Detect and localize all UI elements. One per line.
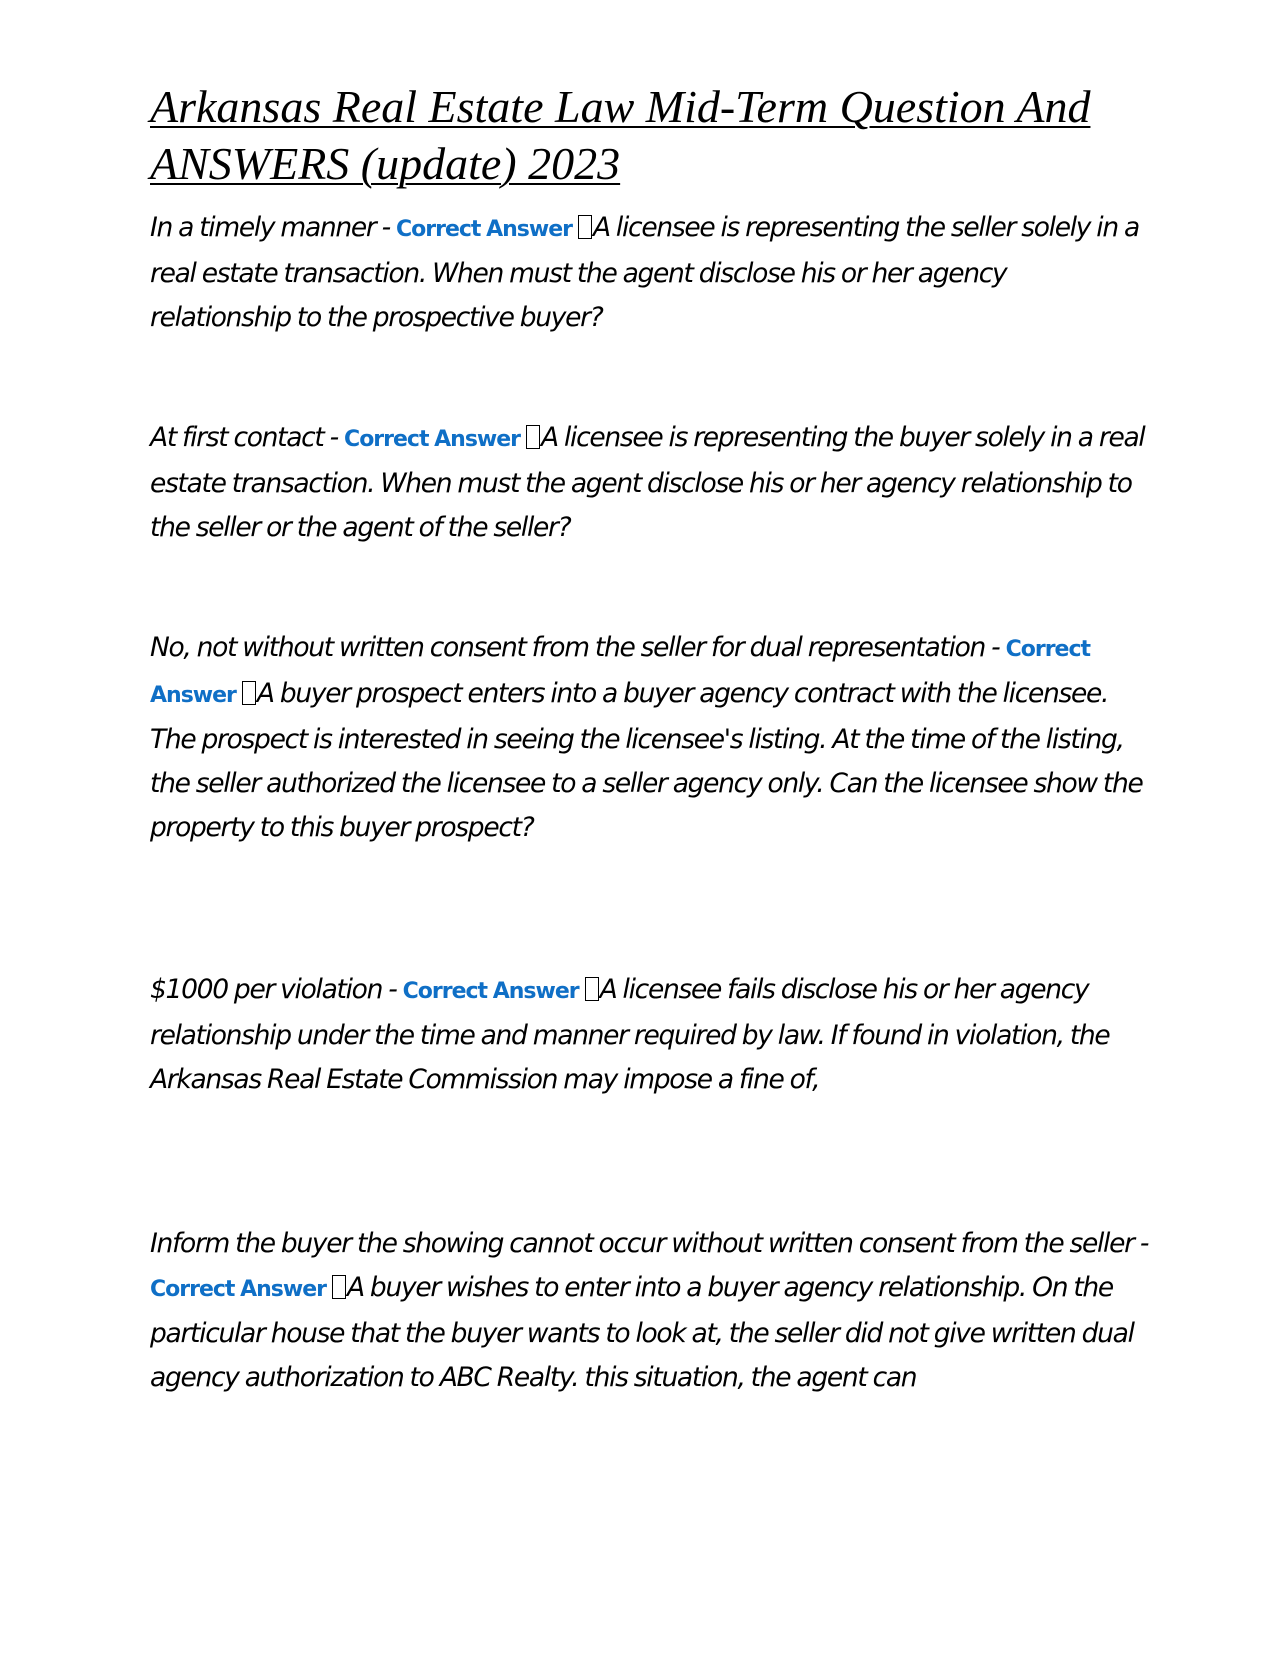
qa-answer: No, not without written consent from the seller for dual representation bbox=[150, 632, 986, 663]
qa-question: A buyer wishes to enter into a buyer agency relationship. On the particular house that the buyer wants to look at, the seller did not give written dual agency authorization to ABC Realty. this situation, the agent can bbox=[150, 1272, 1134, 1393]
missing-glyph-icon bbox=[526, 425, 540, 449]
qa-item-5 bbox=[150, 1222, 1150, 1400]
qa-separator: - bbox=[375, 212, 396, 243]
missing-glyph-icon bbox=[332, 1275, 346, 1299]
qa-separator: - bbox=[382, 974, 403, 1005]
correct-answer-label: Correct Answer bbox=[150, 637, 1091, 708]
qa-item-1 bbox=[150, 206, 1150, 340]
qa-answer: $1000 per violation bbox=[150, 974, 383, 1005]
correct-answer-label: Correct Answer bbox=[396, 217, 572, 242]
correct-answer-label: Correct Answer bbox=[150, 1277, 326, 1302]
missing-glyph-icon bbox=[585, 977, 599, 1001]
missing-glyph-icon bbox=[578, 215, 592, 239]
qa-question: A licensee is representing the buyer solely in a real estate transaction. When must the agent disclose his or her agency relationship to the seller or the agent of the seller? bbox=[150, 422, 1145, 543]
qa-answer: At first contact bbox=[150, 422, 324, 453]
qa-item-2 bbox=[150, 416, 1150, 550]
qa-answer: Inform the buyer the showing cannot occur without written consent from the seller bbox=[150, 1228, 1134, 1259]
qa-item-4 bbox=[150, 968, 1150, 1102]
correct-answer-label: Correct Answer bbox=[402, 979, 579, 1004]
qa-separator: - bbox=[1133, 1228, 1149, 1259]
qa-question: A licensee is representing the seller solely in a real estate transaction. When must the agent disclose his or her agency relationship to the prospective buyer? bbox=[150, 212, 1139, 333]
qa-question: A buyer prospect enters into a buyer agency contract with the licensee. The prospect is interested in seeing the licensee's listing. At the time of the listing, the seller authorized the licensee to a seller agency only. Can the licensee show the property to this buyer prospect? bbox=[150, 678, 1143, 843]
qa-separator: - bbox=[985, 632, 1006, 663]
qa-answer: In a timely manner bbox=[150, 212, 376, 243]
qa-separator: - bbox=[323, 422, 345, 453]
missing-glyph-icon bbox=[242, 681, 256, 705]
qa-question: A licensee fails disclose his or her agency relationship under the time and manner required by law. If found in violation, the Arkansas Real Estate Commission may impose a fine of, bbox=[150, 974, 1110, 1095]
document-title: Arkansas Real Estate Law Mid-Term Question And ANSWERS (update) 2023 bbox=[150, 81, 1091, 189]
correct-answer-label: Correct Answer bbox=[344, 427, 521, 452]
qa-item-3 bbox=[150, 626, 1150, 850]
